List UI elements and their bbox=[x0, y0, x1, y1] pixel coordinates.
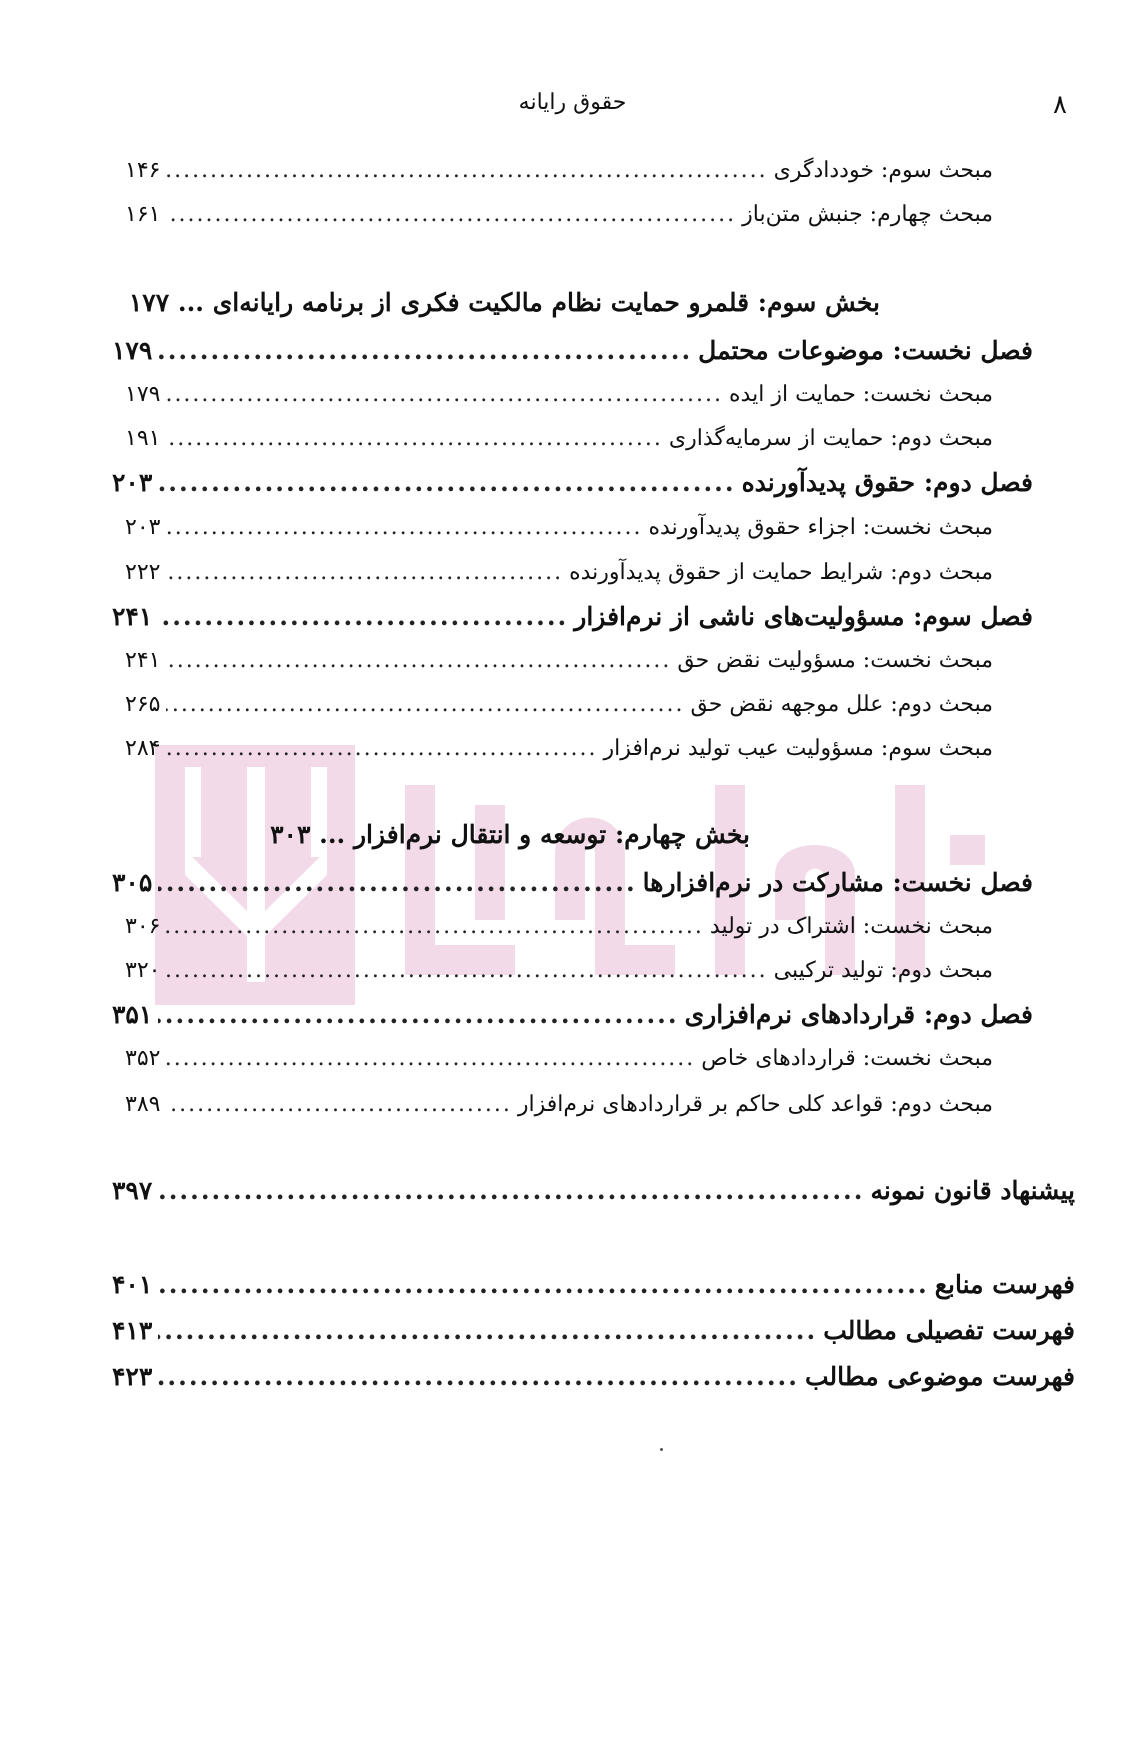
toc-subsection-entry bbox=[125, 560, 993, 585]
dot-leader bbox=[166, 202, 736, 227]
toc-subsection-label: مبحث دوم: تولید ترکیبی bbox=[773, 958, 993, 983]
toc-page-number: ۱۴۶ bbox=[125, 158, 161, 183]
dot-leader bbox=[158, 1316, 817, 1345]
toc-subsection-label: مبحث سوم: مسؤولیت عیب تولید نرم‌افزار bbox=[603, 736, 993, 761]
toc-subsection-label: مبحث سوم: خوددادگری bbox=[773, 158, 993, 183]
toc-page-number: ۳۵۲ bbox=[125, 1046, 161, 1071]
toc-page-number: ۳۰۳ bbox=[270, 820, 311, 849]
toc-part-dots: ... bbox=[177, 288, 205, 317]
dot-leader bbox=[158, 1362, 799, 1391]
toc-subsection-entry bbox=[125, 1046, 993, 1071]
toc-subsection-entry bbox=[125, 382, 993, 407]
toc-page-number: ۳۵۱ bbox=[112, 1000, 153, 1029]
toc-part-label: بخش سوم: قلمرو حمایت نظام مالکیت فکری از برنامه رایانه‌ای bbox=[212, 288, 880, 317]
page-number: ۸ bbox=[1053, 90, 1067, 120]
toc-subsection-entry bbox=[125, 914, 993, 939]
toc-subsection-entry bbox=[125, 958, 993, 983]
toc-page-number: ۱۷۷ bbox=[128, 288, 170, 317]
dot-leader bbox=[158, 468, 735, 497]
toc-subsection-label: مبحث نخست: مسؤولیت نقض حق bbox=[677, 648, 993, 673]
toc-chapter-label: فصل نخست: مشارکت در نرم‌افزارها bbox=[642, 868, 1033, 897]
toc-subsection-label: مبحث دوم: قواعد کلی حاکم بر قراردادهای نرم‌افزار bbox=[517, 1092, 993, 1117]
toc-part-label: بخش چهارم: توسعه و انتقال نرم‌افزار bbox=[353, 820, 750, 849]
toc-chapter-entry bbox=[112, 868, 1033, 897]
toc-chapter-entry bbox=[112, 468, 1033, 497]
dot-leader bbox=[166, 736, 597, 761]
toc-page-number: ۲۲۲ bbox=[125, 560, 161, 585]
toc-subsection-entry bbox=[125, 692, 993, 717]
toc-subsection-entry bbox=[125, 648, 993, 673]
toc-page-number: ۲۴۱ bbox=[112, 602, 153, 631]
dot-leader bbox=[166, 958, 767, 983]
toc-subsection-label: مبحث دوم: شرایط حمایت از حقوق پدیدآورنده bbox=[569, 560, 993, 585]
dot-leader bbox=[166, 1046, 695, 1071]
toc-chapter-entry bbox=[112, 602, 1033, 631]
toc-subsection-entry bbox=[125, 515, 993, 540]
toc-appendix-entry bbox=[112, 1362, 1075, 1391]
toc-chapter-label: فصل سوم: مسؤولیت‌های ناشی از نرم‌افزار bbox=[574, 602, 1033, 631]
toc-appendix-entry bbox=[112, 1270, 1075, 1299]
toc-chapter-entry bbox=[112, 1000, 1033, 1029]
toc-chapter-label: فصل دوم: قراردادهای نرم‌افزاری bbox=[684, 1000, 1033, 1029]
toc-part-heading bbox=[270, 820, 750, 849]
toc-subsection-label: مبحث نخست: قراردادهای خاص bbox=[701, 1046, 993, 1071]
toc-page-number: ۱۹۱ bbox=[125, 426, 161, 451]
toc-page-number: ۱۷۹ bbox=[112, 336, 153, 365]
toc-chapter-entry bbox=[112, 336, 1033, 365]
toc-page-number: ۲۴۱ bbox=[125, 648, 161, 673]
toc-appendix-label: فهرست موضوعی مطالب bbox=[804, 1362, 1075, 1391]
toc-subsection-label: مبحث نخست: اشتراک در تولید bbox=[709, 914, 993, 939]
dot-leader bbox=[166, 692, 684, 717]
toc-page-number: ۳۲۰ bbox=[125, 958, 161, 983]
toc-subsection-label: مبحث دوم: علل موجهه نقض حق bbox=[690, 692, 993, 717]
toc-page-number: ۴۰۱ bbox=[112, 1270, 153, 1299]
dot-leader bbox=[166, 648, 671, 673]
toc-subsection-entry bbox=[125, 426, 993, 451]
dot-leader bbox=[166, 382, 723, 407]
toc-part-dots: ... bbox=[319, 820, 346, 849]
dot-leader bbox=[158, 868, 636, 897]
toc-subsection-entry bbox=[125, 158, 993, 183]
toc-subsection-entry bbox=[125, 1092, 993, 1117]
toc-subsection-entry bbox=[125, 736, 993, 761]
dot-leader bbox=[158, 602, 568, 631]
dot-leader bbox=[166, 158, 767, 183]
toc-subsection-entry bbox=[125, 202, 993, 227]
toc-page-number: ۳۰۵ bbox=[112, 868, 153, 897]
toc-page-number: ۲۶۵ bbox=[125, 692, 161, 717]
toc-subsection-label: مبحث نخست: حمایت از ایده bbox=[729, 382, 993, 407]
toc-page-number: ۳۸۹ bbox=[125, 1092, 161, 1117]
toc-subsection-label: مبحث دوم: حمایت از سرمایه‌گذاری bbox=[668, 426, 993, 451]
dot-leader bbox=[166, 560, 563, 585]
toc-appendix-label: فهرست منابع bbox=[934, 1270, 1075, 1299]
toc-page-number: ۴۱۳ bbox=[112, 1316, 153, 1345]
dot-leader bbox=[166, 426, 662, 451]
dot-leader bbox=[158, 336, 692, 365]
toc-page-number: ۲۰۳ bbox=[112, 468, 153, 497]
dot-leader bbox=[166, 515, 642, 540]
toc-part-heading bbox=[129, 288, 880, 317]
dot-leader bbox=[166, 914, 703, 939]
scan-speck bbox=[660, 1448, 663, 1451]
toc-subsection-label: مبحث نخست: اجزاء حقوق پدیدآورنده bbox=[648, 515, 993, 540]
toc-page-number: ۱۶۱ bbox=[125, 202, 161, 227]
toc-subsection-label: مبحث چهارم: جنبش متن‌باز bbox=[742, 202, 993, 227]
toc-page-number: ۳۹۷ bbox=[112, 1176, 153, 1205]
toc-chapter-label: فصل نخست: موضوعات محتمل bbox=[698, 336, 1033, 365]
toc-chapter-label: فصل دوم: حقوق پدیدآورنده bbox=[741, 468, 1033, 497]
toc-page-number: ۱۷۹ bbox=[125, 382, 161, 407]
toc-appendix-label: پیشنهاد قانون نمونه bbox=[870, 1176, 1075, 1205]
dot-leader bbox=[158, 1270, 928, 1299]
toc-page-number: ۲۰۳ bbox=[125, 515, 161, 540]
toc-appendix-entry bbox=[112, 1316, 1075, 1345]
toc-page-number: ۴۲۳ bbox=[112, 1362, 153, 1391]
dot-leader bbox=[158, 1000, 678, 1029]
toc-appendix-label: فهرست تفصیلی مطالب bbox=[823, 1316, 1075, 1345]
toc-page-number: ۲۸۴ bbox=[125, 736, 161, 761]
dot-leader bbox=[166, 1092, 511, 1117]
toc-appendix-entry bbox=[112, 1176, 1075, 1205]
running-title: حقوق رایانه bbox=[518, 90, 627, 115]
toc-page-number: ۳۰۶ bbox=[125, 914, 161, 939]
dot-leader bbox=[158, 1176, 864, 1205]
